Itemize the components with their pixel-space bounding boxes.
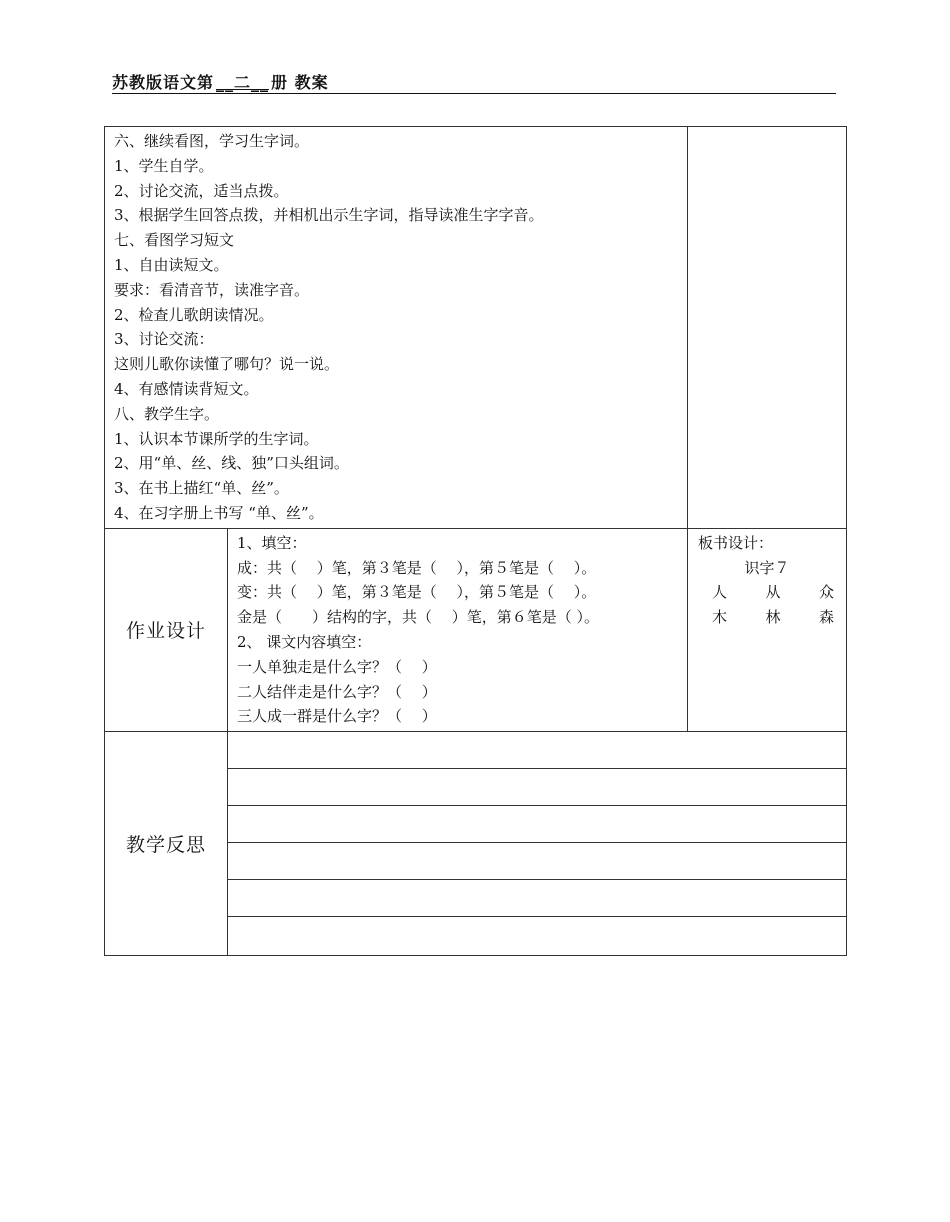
board-cell xyxy=(688,528,847,731)
process-line: 3、讨论交流： xyxy=(114,330,214,349)
process-line: 1、自由读短文。 xyxy=(114,255,229,274)
reflection-writing-line xyxy=(228,843,846,880)
process-side-cell xyxy=(688,127,847,529)
process-line: 2、讨论交流，适当点拨。 xyxy=(114,181,289,200)
process-lines xyxy=(105,127,687,528)
process-line: 4、在习字册上书写 “单、丝”。 xyxy=(114,503,324,522)
homework-line: 成：共（ ）笔，第３笔是（ ），第５笔是（ ）。 xyxy=(237,558,597,577)
board-char: 从 xyxy=(765,583,781,602)
process-line: 4、有感情读背短文。 xyxy=(114,379,259,398)
process-row xyxy=(105,127,847,529)
reflection-cell xyxy=(228,732,847,956)
homework-cell xyxy=(228,528,688,731)
header-rule xyxy=(112,93,836,94)
process-line: 1、学生自学。 xyxy=(114,156,214,175)
header-title-prefix: 苏教版语文第 xyxy=(112,73,215,92)
header-title-suffix: 册 教案 xyxy=(271,73,329,92)
reflection-writing-line xyxy=(228,806,846,843)
lesson-plan-table xyxy=(104,126,847,956)
process-line: 这则儿歌你读懂了哪句？说一说。 xyxy=(114,355,340,374)
homework-lines xyxy=(228,529,687,731)
process-line: 七、看图学习短文 xyxy=(114,231,235,250)
homework-line: 一人单独走是什么字？（ ） xyxy=(237,657,437,676)
process-line: 八、教学生字。 xyxy=(114,404,220,423)
board-char: 众 xyxy=(818,583,834,602)
reflection-lines xyxy=(228,732,846,954)
process-line: 2、检查儿歌朗读情况。 xyxy=(114,305,274,324)
board-char: 林 xyxy=(765,608,781,627)
homework-line: 金是（ ）结构的字，共（ ）笔，第６笔是（ ）。 xyxy=(237,608,600,627)
homework-line: 2、 课文内容填空： xyxy=(237,632,372,651)
reflection-row xyxy=(105,732,847,956)
process-line: 2、用“单、丝、线、独”口头组词。 xyxy=(114,454,349,473)
reflection-label: 教学反思 xyxy=(105,732,228,956)
homework-row xyxy=(105,528,847,731)
process-line: 3、根据学生回答点拨，并相机出示生字词，指导读准生字字音。 xyxy=(114,206,544,225)
header-volume: __二__ xyxy=(216,73,270,92)
board-char: 森 xyxy=(818,608,834,627)
board-char: 人 xyxy=(712,583,728,602)
board-row-2 xyxy=(698,605,836,630)
homework-line: 变：共（ ）笔，第３笔是（ ），第５笔是（ ）。 xyxy=(237,583,597,602)
process-line: 3、在书上描红“单、丝”。 xyxy=(114,479,289,498)
board-title: 板书设计： xyxy=(698,533,774,552)
homework-line: 1、填空： xyxy=(237,533,307,552)
homework-line: 三人成一群是什么字？（ ） xyxy=(237,707,437,726)
homework-label: 作业设计 xyxy=(105,528,228,731)
reflection-writing-line xyxy=(228,917,846,954)
board-char: 木 xyxy=(712,608,728,627)
reflection-writing-line xyxy=(228,880,846,917)
board-subtitle: 识字７ xyxy=(744,558,790,577)
homework-line: 二人结伴走是什么字？（ ） xyxy=(237,682,437,701)
document-header xyxy=(112,70,329,93)
process-line: 六、继续看图，学习生字词。 xyxy=(114,132,310,150)
board-design xyxy=(688,529,846,630)
process-cell xyxy=(105,127,688,529)
process-line: 要求：看清音节，读准字音。 xyxy=(114,280,310,299)
reflection-writing-line xyxy=(228,769,846,806)
reflection-writing-line xyxy=(228,732,846,769)
process-line: 1、认识本节课所学的生字词。 xyxy=(114,429,319,448)
board-row-1 xyxy=(698,580,836,605)
